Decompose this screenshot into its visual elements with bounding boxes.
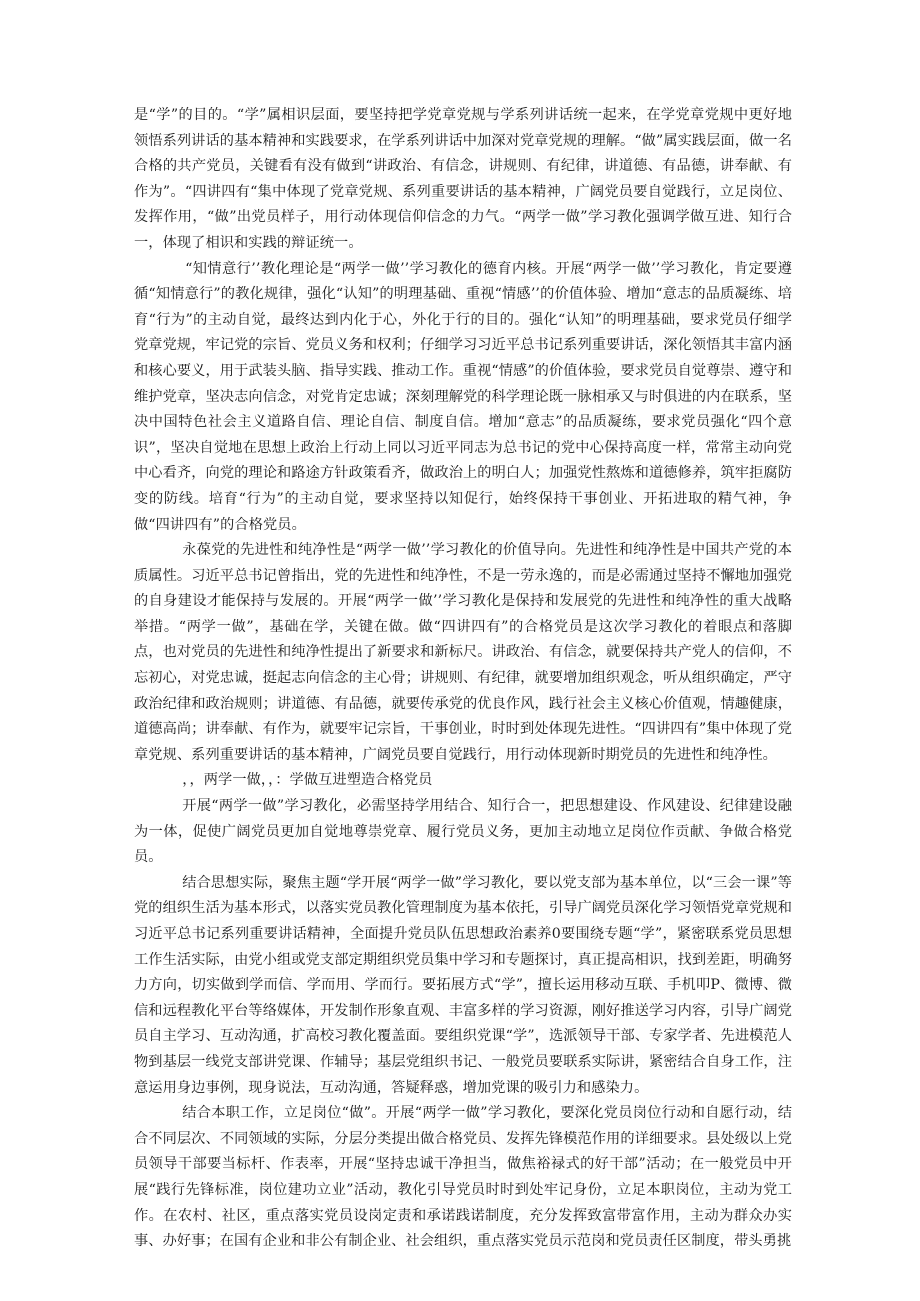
paragraph-xianjinxing: 永葆党的先进性和纯净性是“两学一做’’学习教化的价值导向。先进性和纯净性是中国共产党的本质属性。习近平总书记曾指出，党的先进性和纯净性，不是一劳永逸的，而是必需通过坚持不懈地加强党的自身建设才能保持与发展的。开展“两学一做’’学习教化是保持和发展党的先进性和纯净性的重大战略举措。“两学一做”，基础在学，关键在做。做“四讲四有”的合格党员是这次学习教化的着眼点和落脚点，也对党员的先进性和纯净性提出了新要求和新标尺。讲政治、有信念，就要保持共产党人的信仰，不忘初心，对党忠诚，挺起志向信念的主心骨；讲规则、有纪律，就要增加组织观念，听从组织确定，严守政治纪律和政治规则；讲道德、有品德，就要传承党的优良作风，践行社会主义核心价值观，情趣健康，道德高尚；讲奉献、有作为，就要牢记宗旨，干事创业，时时到处体现先进性。“四讲四有”集中体现了党章党规、系列重要讲话的基本精神，广阔党员要自觉践行，用行动体现新时期党员的先进性和纯净性。	[134, 542, 792, 763]
section-heading: ，，两学一做，，：学做互进塑造合格党员	[182, 772, 433, 789]
document-body	[134, 103, 792, 1255]
paragraph-xueyong-jiehe: 开展“两学一做”学习教化，必需坚持学用结合、知行合一，把思想建设、作风建设、纪律建设融为一体，促使广阔党员更加自觉地尊崇党章、履行党员义务，更加主动地立足岗位作贡献、争做合格党员。	[134, 798, 792, 866]
paragraph-continuation: 是“学”的目的。“学”属相识层面，要坚持把学党章党规与学系列讲话统一起来，在学党章党规中更好地领悟系列讲话的基本精神和实践要求，在学系列讲话中加深对党章党规的理解。“做”属实践层面，做一名合格的共产党员，关键看有没有做到“讲政治、有信念，讲规则、有纪律，讲道德、有品德，讲奉献、有作为”。“四讲四有“集中体现了党章党规、系列重要讲话的基本精神，广阔党员要自觉践行，立足岗位、发挥作用，“做”出党员样子，用行动体现信仰信念的力气。“两学一做”学习教化强调学做互进、知行合一，体现了相识和实践的辩证统一。	[134, 107, 792, 251]
paragraph-sixiang-shiji: 结合思想实际，聚焦主题“学开展“两学一做”学习教化，要以党支部为基本单位，以“三会一课”等党的组织生活为基本形式，以落实党员教化管理制度为基本依托，引导广阔党员深化学习领悟党章党规和习近平总书记系列重要讲话精神，全面提升党员队伍思想政治素养0要围绕专题“学”，紧密联系党员思想工作生活实际，由党小组或党支部定期组织党员集中学习和专题探讨，真正提高相识，找到差距，明确努力方向，切实做到学而信、学而用、学而行。要拓展方式“学”，擅长运用移动互联、手机叩P、微博、微信和远程教化平台等络媒体，开发制作形象直观、丰富多样的学习资源，刚好推送学习内容，引导广阔党员自主学习、互动沟通，扩高校习教化覆盖面。要组织党课“学”，选派领导干部、专家学者、先进模范人物到基层一线党支部讲党课、作辅导；基层党组织书记、一般党员要联系实际讲，紧密结合自身工作，注意运用身边事例，现身说法，互动沟通，答疑释惑，增加党课的吸引力和感染力。	[134, 874, 792, 1096]
paragraph-zhiqingyixing: “知情意行’’教化理论是“两学一做’’学习教化的德育内核。开展“两学一做’’学习教化，肯定要遵循“知情意行”的教化规律，强化“认知”的明理基础、重视“情感’’的价值体验、增加“意志的品质凝练、培育“行为”的主动自觉，最终达到内化于心，外化于行的目的。强化“认知”的明理基础，要求党员仔细学党章党规，牢记党的宗旨、党员义务和权利；仔细学习习近平总书记系列重要讲话，深化领悟其丰富内涵和核心要义，用于武装头脑、指导实践、推动工作。重视“情感”的价值体验，要求党员自觉尊崇、遵守和维护党章，坚决志向信念，对党肯定忠诚；深刻理解党的科学理论既一脉相承又与时俱进的内在联系，坚决中国特色社会主义道路自信、理论自信、制度自信。增加“意志”的品质凝练，要求党员强化“四个意识”，坚决自觉地在思想上政治上行动上同以习近平同志为总书记的党中心保持高度一样，常常主动向党中心看齐，向党的理论和路途方针政策看齐，做政治上的明白人；加强党性熬炼和道德修养，筑牢拒腐防变的防线。培育“行为”的主动自觉，要求坚持以知促行，始终保持干事创业、开拓进取的精气神，争做“四讲四有”的合格党员。	[134, 260, 792, 533]
paragraph-benzhi-gongzuo: 结合本职工作，立足岗位“做”。开展“两学一做”学习教化，要深化党员岗位行动和自愿行动，结合不同层次、不同领域的实际，分层分类提出做合格党员、发挥先锋模范作用的详细要求。县处级以上党员领导干部要当标杆、作表率，开展“坚持忠诚干净担当，做焦裕禄式的好干部”活动；在一般党员中开展“践行先锋标准，岗位建功立业”活动，教化引导党员时时到处牢记身份，立足本职岗位，主动为党工作。在农村、社区，重点落实党员设岗定责和承诺践诺制度，充分发挥致富带富作用，主动为群众办实事、办好事；在国有企业和非公有制企业、社会组织，重点落实党员示范岗和党员责任区制度，带头勇挑	[134, 1105, 792, 1250]
